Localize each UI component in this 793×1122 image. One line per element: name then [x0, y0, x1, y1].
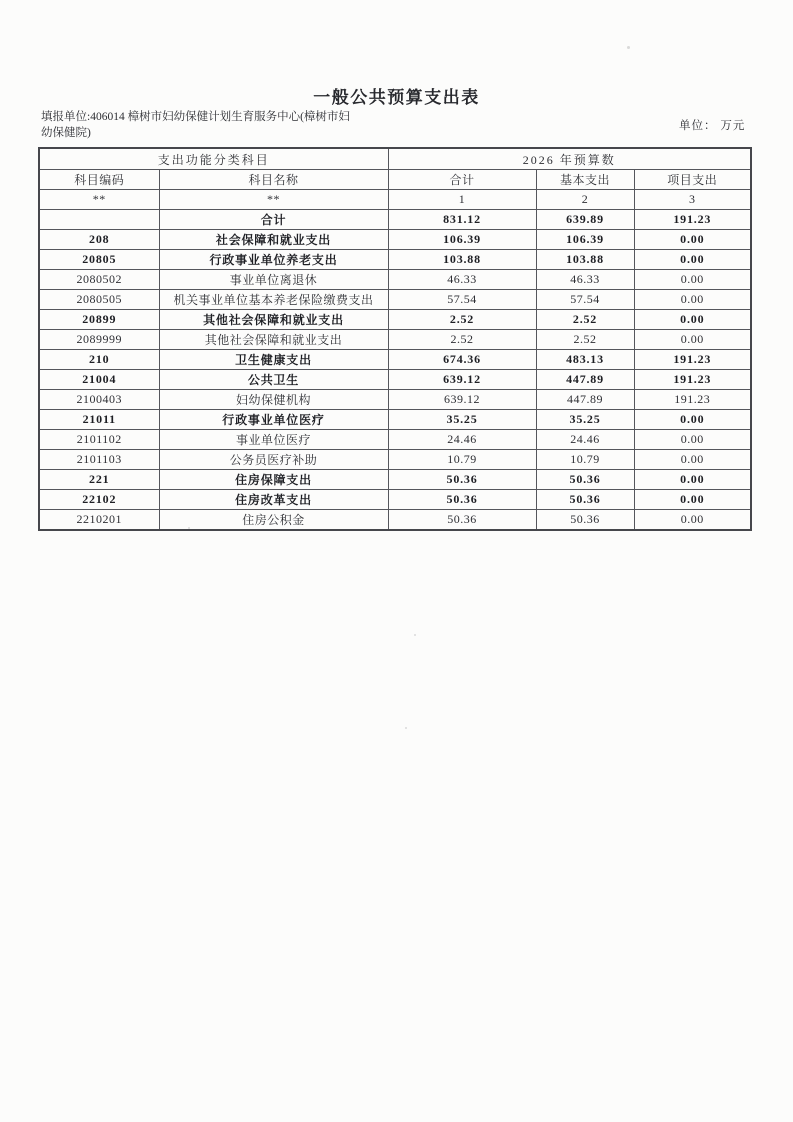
cell-subject-name: 其他社会保障和就业支出 [159, 330, 388, 350]
scan-speckle [405, 727, 407, 729]
cell-subject-code: 2210201 [39, 510, 159, 531]
cell-basic-expenditure: 50.36 [536, 490, 634, 510]
cell-basic-expenditure: 2.52 [536, 330, 634, 350]
table-row [39, 510, 751, 531]
cell-total: 46.33 [388, 270, 536, 290]
cell-subject-code: 22102 [39, 490, 159, 510]
cell-subject-name: 住房保障支出 [159, 470, 388, 490]
column-index-name: ** [159, 190, 388, 210]
cell-subject-code: 2100403 [39, 390, 159, 410]
cell-total: 10.79 [388, 450, 536, 470]
cell-subject-code: 208 [39, 230, 159, 250]
column-index-project: 3 [634, 190, 751, 210]
cell-project-expenditure: 0.00 [634, 450, 751, 470]
cell-subject-code: 2089999 [39, 330, 159, 350]
budget-table-body [39, 210, 751, 531]
column-index-code: ** [39, 190, 159, 210]
cell-total: 24.46 [388, 430, 536, 450]
cell-subject-name: 公务员医疗补助 [159, 450, 388, 470]
cell-project-expenditure: 191.23 [634, 370, 751, 390]
cell-basic-expenditure: 50.36 [536, 470, 634, 490]
cell-total: 831.12 [388, 210, 536, 230]
column-index-total: 1 [388, 190, 536, 210]
cell-project-expenditure: 191.23 [634, 350, 751, 370]
cell-subject-name: 事业单位离退休 [159, 270, 388, 290]
cell-basic-expenditure: 46.33 [536, 270, 634, 290]
cell-project-expenditure: 0.00 [634, 250, 751, 270]
cell-project-expenditure: 191.23 [634, 390, 751, 410]
column-header-total: 合计 [388, 170, 536, 190]
column-header-basic-expenditure: 基本支出 [536, 170, 634, 190]
column-header-project-expenditure: 项目支出 [634, 170, 751, 190]
cell-subject-name: 机关事业单位基本养老保险缴费支出 [159, 290, 388, 310]
table-row [39, 390, 751, 410]
cell-total: 674.36 [388, 350, 536, 370]
cell-basic-expenditure: 50.36 [536, 510, 634, 531]
scan-speckle [188, 527, 190, 529]
report-unit-line2: 幼保健院) [41, 127, 91, 139]
unit-of-measure-label: 单位： 万元 [679, 120, 746, 132]
cell-project-expenditure: 0.00 [634, 330, 751, 350]
cell-subject-code [39, 210, 159, 230]
table-row [39, 230, 751, 250]
cell-total: 57.54 [388, 290, 536, 310]
cell-total: 50.36 [388, 510, 536, 531]
table-row [39, 350, 751, 370]
cell-subject-name: 住房公积金 [159, 510, 388, 531]
group-header-budget-year: 2026 年预算数 [388, 148, 751, 170]
table-column-header-row [39, 170, 751, 190]
cell-total: 639.12 [388, 370, 536, 390]
cell-subject-name: 事业单位医疗 [159, 430, 388, 450]
page-title: 一般公共预算支出表 [313, 88, 480, 107]
table-row [39, 290, 751, 310]
group-header-function-category: 支出功能分类科目 [39, 148, 388, 170]
cell-total: 2.52 [388, 310, 536, 330]
cell-basic-expenditure: 57.54 [536, 290, 634, 310]
table-row [39, 330, 751, 350]
table-row [39, 210, 751, 230]
table-row [39, 410, 751, 430]
cell-subject-code: 2101103 [39, 450, 159, 470]
table-row [39, 270, 751, 290]
cell-subject-code: 20805 [39, 250, 159, 270]
column-header-subject-code: 科目编码 [39, 170, 159, 190]
cell-subject-name: 住房改革支出 [159, 490, 388, 510]
table-group-header-row [39, 148, 751, 170]
cell-subject-name: 公共卫生 [159, 370, 388, 390]
cell-basic-expenditure: 447.89 [536, 370, 634, 390]
cell-subject-code: 21011 [39, 410, 159, 430]
cell-subject-name: 卫生健康支出 [159, 350, 388, 370]
cell-basic-expenditure: 447.89 [536, 390, 634, 410]
table-row [39, 310, 751, 330]
cell-subject-code: 2101102 [39, 430, 159, 450]
table-row [39, 250, 751, 270]
cell-total: 639.12 [388, 390, 536, 410]
cell-basic-expenditure: 103.88 [536, 250, 634, 270]
cell-subject-name: 社会保障和就业支出 [159, 230, 388, 250]
cell-project-expenditure: 0.00 [634, 490, 751, 510]
table-row [39, 430, 751, 450]
table-row [39, 470, 751, 490]
cell-project-expenditure: 0.00 [634, 290, 751, 310]
cell-subject-code: 21004 [39, 370, 159, 390]
cell-basic-expenditure: 24.46 [536, 430, 634, 450]
budget-table [38, 147, 752, 531]
cell-total: 50.36 [388, 470, 536, 490]
cell-total: 103.88 [388, 250, 536, 270]
table-row [39, 370, 751, 390]
cell-subject-code: 221 [39, 470, 159, 490]
scan-speckle [414, 634, 416, 636]
cell-basic-expenditure: 106.39 [536, 230, 634, 250]
cell-subject-name: 妇幼保健机构 [159, 390, 388, 410]
cell-project-expenditure: 0.00 [634, 310, 751, 330]
cell-total: 50.36 [388, 490, 536, 510]
cell-total: 35.25 [388, 410, 536, 430]
scan-speckle [627, 46, 630, 49]
cell-total: 106.39 [388, 230, 536, 250]
report-unit-text [41, 109, 375, 141]
table-column-index-row [39, 190, 751, 210]
cell-project-expenditure: 0.00 [634, 430, 751, 450]
cell-project-expenditure: 0.00 [634, 410, 751, 430]
cell-project-expenditure: 191.23 [634, 210, 751, 230]
cell-subject-name: 合计 [159, 210, 388, 230]
budget-table-head [39, 148, 751, 210]
table-row [39, 490, 751, 510]
column-header-subject-name: 科目名称 [159, 170, 388, 190]
cell-subject-code: 2080502 [39, 270, 159, 290]
cell-total: 2.52 [388, 330, 536, 350]
cell-project-expenditure: 0.00 [634, 270, 751, 290]
table-row [39, 450, 751, 470]
cell-basic-expenditure: 483.13 [536, 350, 634, 370]
cell-project-expenditure: 0.00 [634, 230, 751, 250]
cell-project-expenditure: 0.00 [634, 510, 751, 531]
cell-subject-code: 2080505 [39, 290, 159, 310]
cell-basic-expenditure: 10.79 [536, 450, 634, 470]
cell-basic-expenditure: 35.25 [536, 410, 634, 430]
cell-subject-name: 行政事业单位养老支出 [159, 250, 388, 270]
cell-subject-name: 其他社会保障和就业支出 [159, 310, 388, 330]
cell-subject-name: 行政事业单位医疗 [159, 410, 388, 430]
report-unit-line1: 填报单位:406014 樟树市妇幼保健计划生育服务中心(樟树市妇 [41, 111, 350, 123]
cell-subject-code: 210 [39, 350, 159, 370]
cell-basic-expenditure: 639.89 [536, 210, 634, 230]
column-index-basic: 2 [536, 190, 634, 210]
cell-basic-expenditure: 2.52 [536, 310, 634, 330]
cell-subject-code: 20899 [39, 310, 159, 330]
cell-project-expenditure: 0.00 [634, 470, 751, 490]
